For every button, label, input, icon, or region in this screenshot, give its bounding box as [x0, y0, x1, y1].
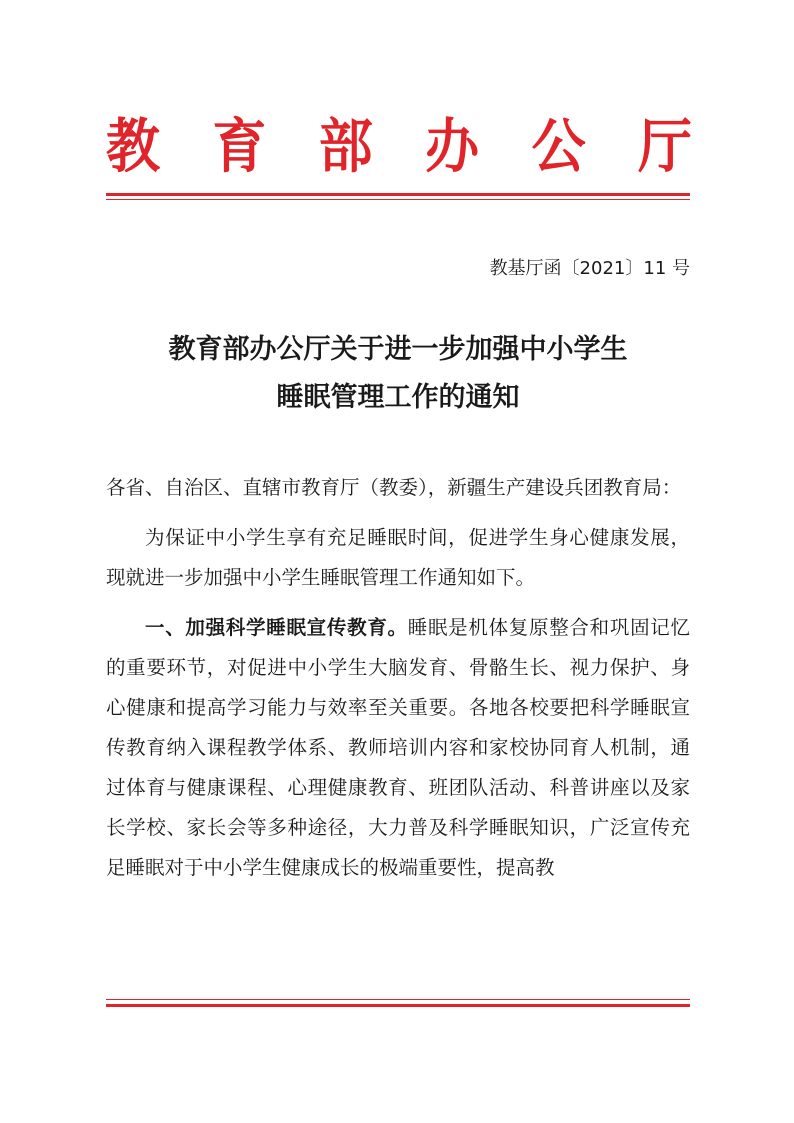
document-title — [106, 326, 690, 422]
section-1-heading: 一、加强科学睡眠宣传教育。 — [145, 616, 408, 639]
footer-rule-thick — [106, 1004, 690, 1007]
masthead — [106, 110, 692, 182]
masthead-char: 部 — [318, 111, 373, 181]
masthead-rule-thick — [106, 193, 690, 196]
masthead-char: 育 — [212, 111, 267, 181]
masthead-char: 厅 — [637, 111, 692, 181]
intro-paragraph: 为保证中小学生享有充足睡眠时间，促进学生身心健康发展，现就进一步加强中小学生睡眠管理工作通知如下。 — [106, 526, 690, 589]
document-body — [106, 468, 690, 888]
masthead-char: 公 — [531, 111, 586, 181]
document-title-line-1: 教育部办公厅关于进一步加强中小学生 — [168, 334, 628, 365]
document-number: 教基厅函〔2021〕11 号 — [489, 258, 690, 279]
document-title-line-2: 睡眠管理工作的通知 — [276, 382, 520, 413]
footer-rule-thin — [106, 999, 690, 1000]
masthead-rule-thin — [106, 199, 690, 200]
masthead-char: 办 — [425, 111, 480, 181]
masthead-char: 教 — [106, 111, 160, 181]
salutation: 各省、自治区、直辖市教育厅（教委），新疆生产建设兵团教育局： — [106, 476, 682, 499]
section-1-text: 睡眠是机体复原整合和巩固记忆的重要环节，对促进中小学生大脑发育、骨骼生长、视力保护、身心健康和提高学习能力与效率至关重要。各地各校要把科学睡眠宣传教育纳入课程教学体系、教师培训内容和家校协同育人机制，通过体育与健康课程、心理健康教育、班团队活动、科普讲座以及家长学校、家长会等多种途径，大力普及科学睡眠知识，广泛宣传充足睡眠对于中小学生健康成长的极端重要性，提高教 — [106, 616, 690, 879]
section-1-paragraph — [106, 608, 690, 888]
